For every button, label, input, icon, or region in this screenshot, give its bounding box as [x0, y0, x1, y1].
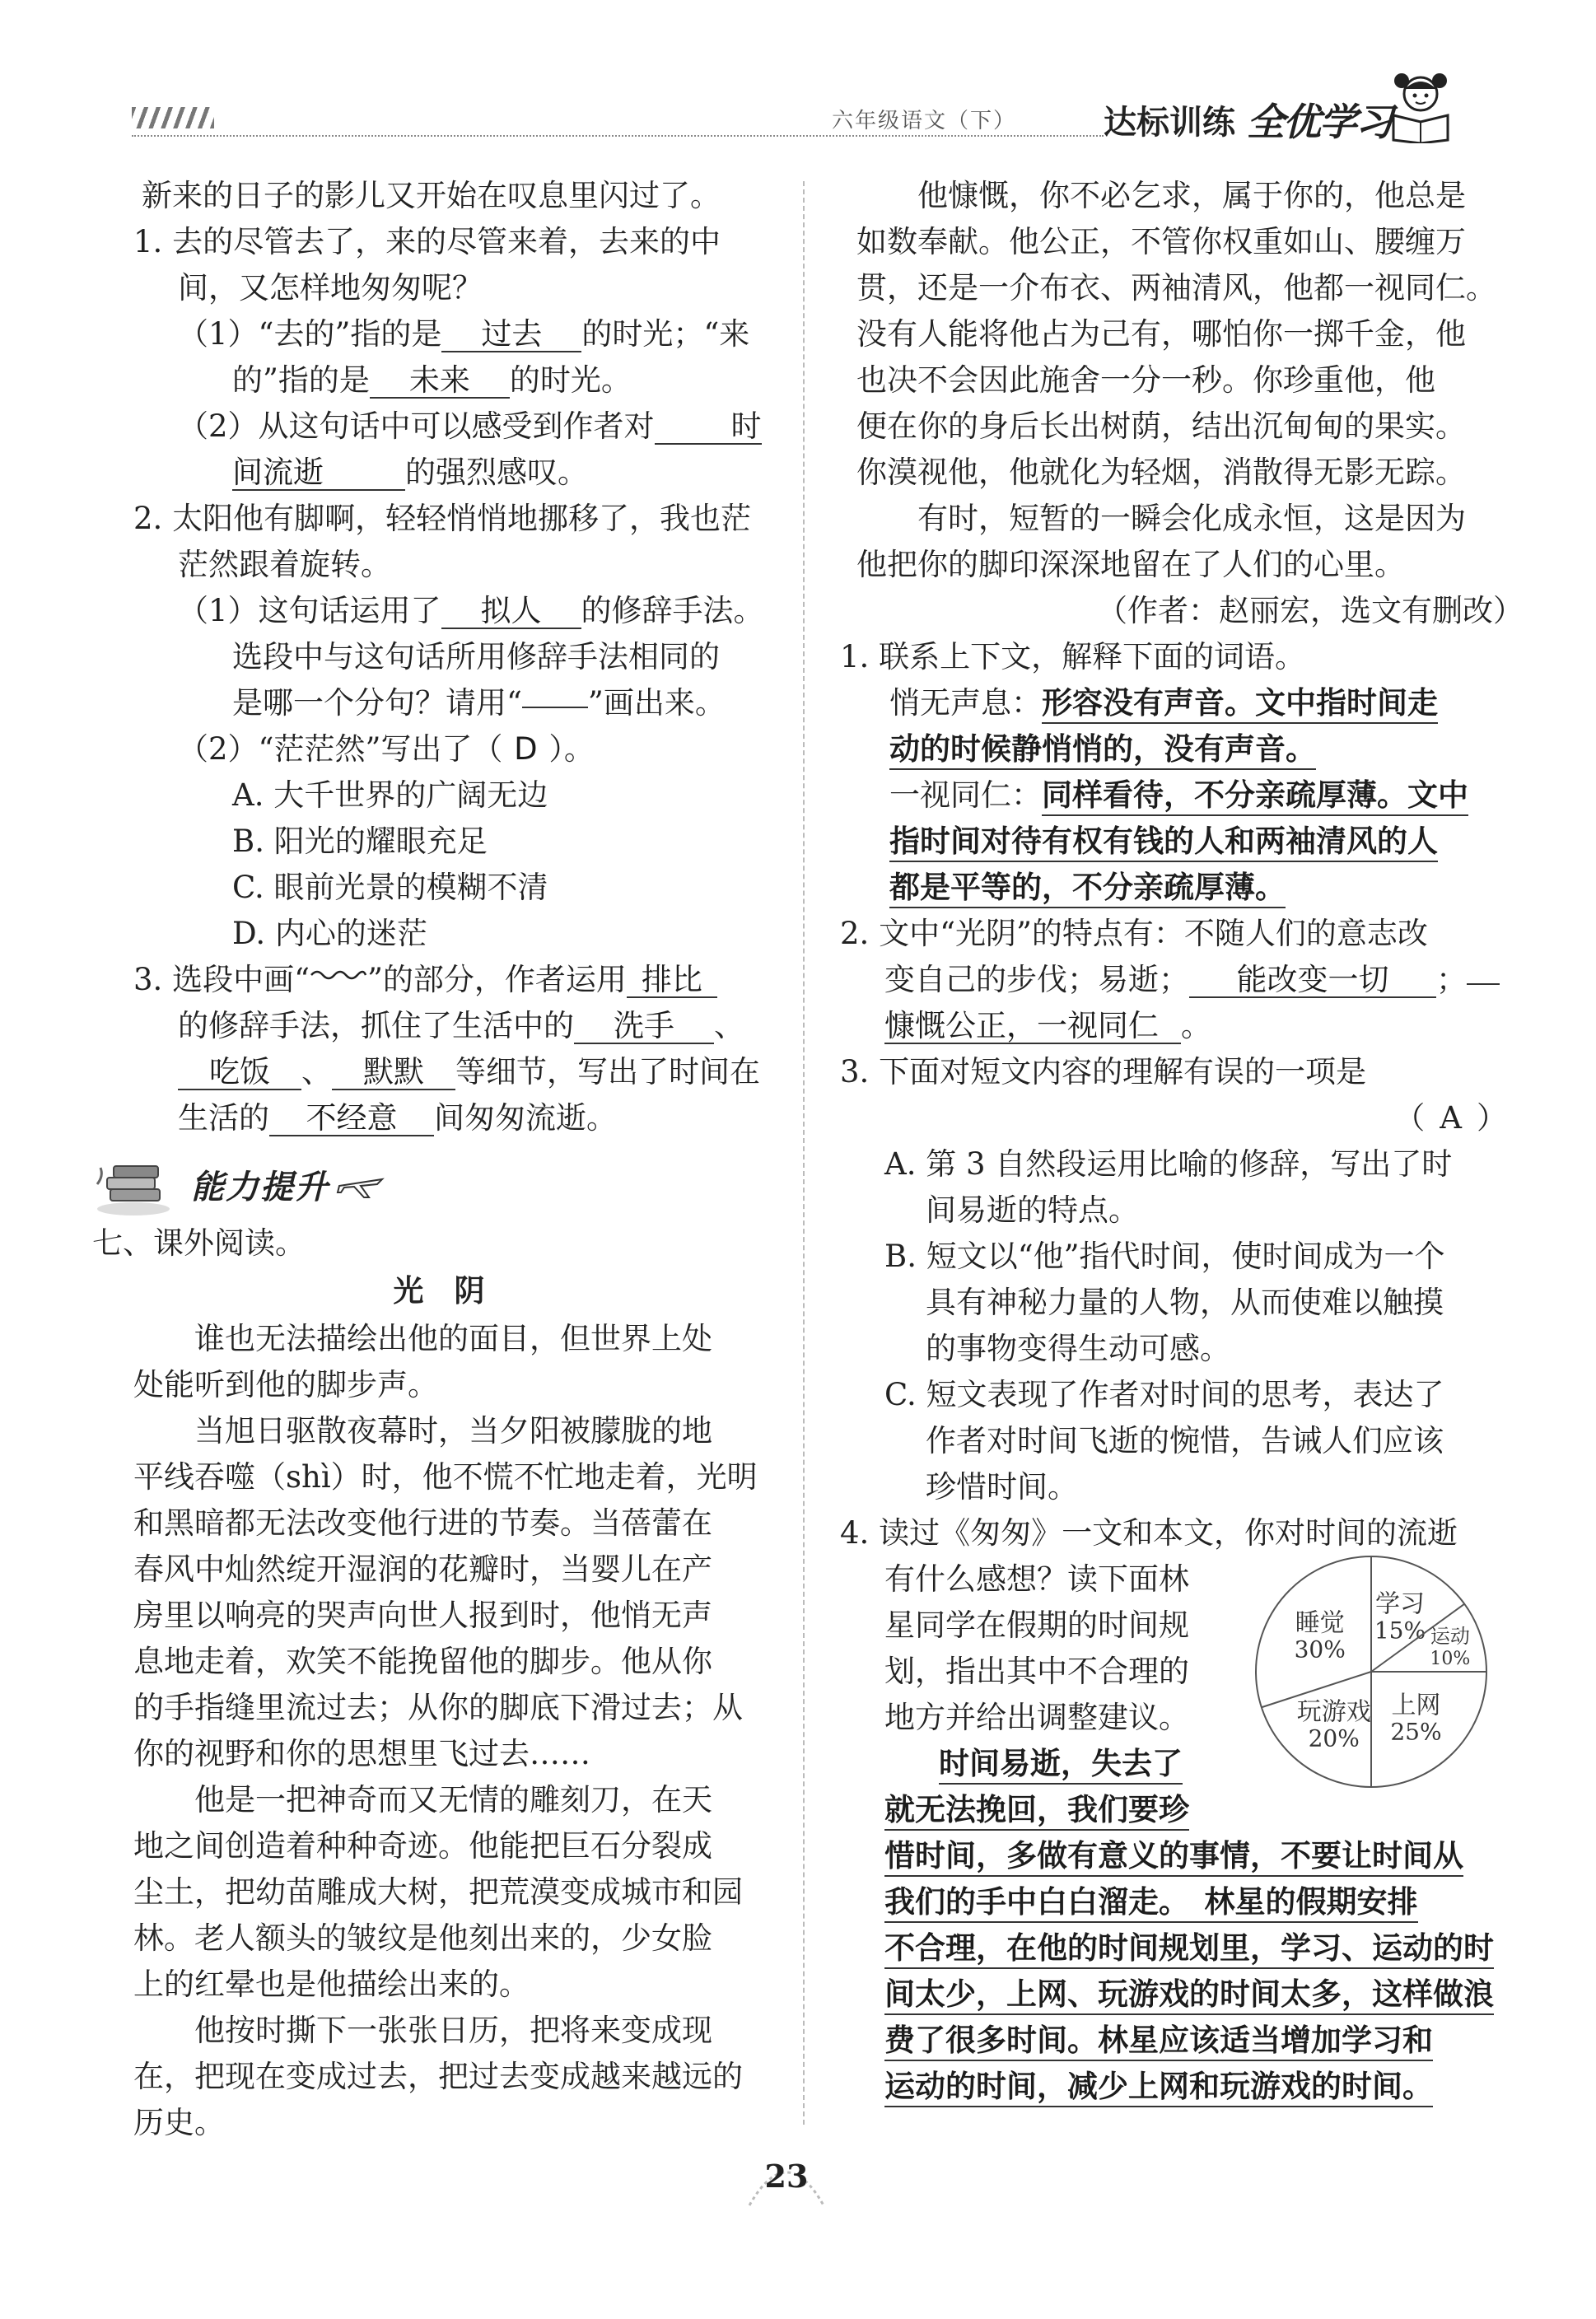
q2-part2 [178, 726, 595, 772]
pie-slice-value: 15% [1374, 1617, 1426, 1645]
q3-text: 、 [301, 1054, 332, 1090]
q1-stem: 1. 去的尽管去了，来的尽管来着，去来的中 [133, 224, 721, 259]
q1-part1-text: 的时光。 [509, 362, 632, 398]
answer-text: 运动的时间，减少上网和玩游戏的时间。 [884, 2069, 1433, 2107]
passage-line: 便在你的身后长出树荫，结出沉甸甸的果实。 [856, 408, 1466, 444]
q1-part2 [178, 404, 762, 450]
answer-blank [178, 1049, 301, 1095]
answer-line [884, 1879, 1418, 1925]
q3-text: 间匆匆流逝。 [434, 1100, 617, 1136]
q3-text: 等细节，写出了时间在 [455, 1054, 760, 1090]
option-a: A. 大千世界的广阔无边 [232, 777, 548, 813]
r-q3-option-b-cont: 具有神秘力量的人物，从而使难以触摸 [926, 1285, 1444, 1320]
q3-text: 3. 选段中画“ [133, 962, 310, 997]
answer-text: 形容没有声音。文中指时间走 [1042, 685, 1438, 724]
passage-line: 新来的日子的影儿又开始在叹息里闪过了。 [142, 178, 721, 213]
answer-line [884, 1925, 1494, 1971]
r-q2-text: 变自己的步伐；易逝； [884, 962, 1189, 997]
answer-text: 吃饭 [209, 1054, 270, 1090]
r-q4-stem-cont: 星同学在假期的时间规 [884, 1607, 1189, 1643]
page-header [132, 92, 1466, 142]
q3-text: 、 [714, 1008, 744, 1043]
header-grade: 六年级语文（下） [832, 109, 1017, 133]
q2-part1-cont [232, 680, 726, 726]
q1-part1-text: 的时光；“来 [581, 316, 750, 352]
r-q3-option-c-cont: 作者对时间飞逝的惋惜，告诫人们应该 [926, 1423, 1444, 1458]
header-decoration [132, 107, 214, 128]
passage-line: 和黑暗都无法改变他行进的节奏。当蓓蕾在 [133, 1505, 712, 1541]
r-q3-answer [1394, 1095, 1507, 1141]
passage-line: 房里以响亮的哭声向世人报到时，他悄无声 [133, 1598, 712, 1633]
r-q1-word2 [889, 772, 1468, 819]
passage-line: 在，把现在变成过去，把过去变成越来越远的 [133, 2059, 743, 2094]
term-label: 悄无声息： [889, 685, 1042, 721]
r-q4-stem-cont: 地方并给出调整建议。 [884, 1700, 1189, 1735]
q2-stem: 2. 太阳他有脚啊，轻轻悄悄地挪移了，我也茫 [133, 501, 752, 536]
passage-line: 没有人能将他占为己有，哪怕你一掷千金，他 [856, 316, 1466, 352]
r-q4-stem: 4. 读过《匆匆》一文和本文，你对时间的流逝 [840, 1515, 1458, 1551]
books-icon [92, 1151, 175, 1217]
answer-text: 洗手 [614, 1008, 674, 1043]
pie-slice-label: 上网 [1391, 1691, 1441, 1720]
r-q2-text: ； [1436, 962, 1467, 997]
answer-text: 惜时间，多做有意义的事情，不要让时间从 [884, 1838, 1463, 1877]
answer-text: 同样看待，不分亲疏厚薄。文中 [1042, 777, 1468, 816]
q3-text: 生活的 [178, 1100, 269, 1136]
option-d: D. 内心的迷茫 [232, 916, 427, 951]
page-number-badge [741, 2148, 832, 2222]
answer-text: D [514, 731, 538, 767]
r-q3-option-c-cont: 珍惜时间。 [926, 1469, 1078, 1505]
r-q2-line [884, 1003, 1211, 1049]
answer-text: 过去 [481, 316, 543, 352]
answer-line [884, 1787, 1189, 1833]
reading-girl-icon [1384, 69, 1458, 143]
pie-slice-value: 30% [1294, 1635, 1346, 1663]
answer-text: 拟人 [480, 593, 542, 628]
answer-blank [574, 1003, 714, 1049]
q3-line [178, 1049, 760, 1095]
answer-text: 时间易逝，失去了 [939, 1746, 1183, 1785]
series-title: 达标训练 [1104, 102, 1235, 142]
answer-text: 不合理，在他的时间规划里，学习、运动的时 [884, 1930, 1494, 1969]
answer-blank [884, 1003, 1181, 1049]
r-q3-stem: 3. 下面对短文内容的理解有误的一项是 [840, 1054, 1367, 1090]
answer-text: 间流逝 [232, 455, 324, 490]
answer-blank [441, 588, 581, 634]
q2-part1-text: （1）这句话运用了 [178, 593, 441, 628]
option-c: C. 眼前光景的模糊不清 [232, 870, 548, 905]
passage-line: 他慷慨，你不必乞求，属于你的，他总是 [856, 178, 1466, 213]
q2-part1-text: 是哪一个分句？请用“ [232, 685, 522, 721]
section-title: 能力提升 [191, 1168, 329, 1206]
q2-part2-text: ）。 [548, 731, 595, 767]
passage-line: 处能听到他的脚步声。 [133, 1367, 438, 1402]
q2-part1-text: 的修辞手法。 [581, 593, 764, 628]
pie-slice-value: 10% [1430, 1648, 1471, 1669]
pie-slice-value: 20% [1308, 1724, 1360, 1752]
q3-line [178, 1003, 744, 1049]
passage-line: 贯，还是一介布衣、两袖清风，他都一视同仁。 [856, 270, 1496, 306]
answer-text: 间太少，上网、玩游戏的时间太多，这样做浪 [884, 1976, 1494, 2015]
answer-blank [1189, 957, 1436, 1003]
q1-part1 [178, 311, 749, 357]
passage-line: 如数奉献。他公正，不管你权重如山、腰缠万 [856, 224, 1466, 259]
passage-line: 谁也无法描绘出他的面目，但世界上处 [133, 1321, 712, 1356]
q2-part1-text: ”画出来。 [587, 685, 726, 721]
r-q2-text: 。 [1181, 1008, 1211, 1043]
q3-text: ”的部分，作者运用 [366, 962, 627, 997]
answer-blank [332, 1049, 455, 1095]
passage-line: 历史。 [133, 2105, 225, 2140]
r-q1-word2-cont [889, 819, 1438, 865]
answer-line [884, 1833, 1463, 1879]
answer-blank [232, 450, 405, 496]
answer-text: 动的时候静悄悄的，没有声音。 [889, 731, 1316, 770]
answer-text: 不经意 [306, 1100, 398, 1136]
answer-text: 默默 [363, 1054, 424, 1090]
answer-blank [655, 404, 762, 450]
q3-text: 的修辞手法，抓住了生活中的 [178, 1008, 574, 1043]
answer-blank [370, 357, 510, 404]
answer-text: 排比 [641, 962, 702, 997]
answer-choice [502, 726, 548, 772]
r-q1-word2-cont [889, 865, 1286, 911]
q2-part1 [178, 588, 764, 634]
answer-text: 指时间对待有权有钱的人和两袖清风的人 [889, 824, 1438, 862]
answer-blank [269, 1095, 434, 1141]
q2-part2-text: （2）“茫茫然”写出了（ [178, 731, 503, 767]
answer-text: 费了很多时间。林星应该适当增加学习和 [884, 2023, 1433, 2061]
passage-line: 地之间创造着种种奇迹。他能把巨石分裂成 [133, 1828, 712, 1864]
answer-text: 都是平等的，不分亲疏厚薄。 [889, 870, 1286, 908]
r-q1-word1 [889, 680, 1438, 726]
header-rule [132, 135, 1104, 137]
passage-line: 当旭日驱散夜幕时，当夕阳被朦胧的地 [133, 1413, 712, 1449]
answer-text: 我们的手中白白溜走。 林星的假期安排 [884, 1884, 1418, 1923]
wavy-line-symbol [310, 968, 367, 982]
answer-text: 未来 [408, 362, 470, 398]
answer-text: 能改变一切 [1236, 962, 1389, 997]
r-q3-option-b-cont: 的事物变得生动可感。 [926, 1331, 1230, 1366]
answer-line [884, 2018, 1433, 2064]
term-label: 一视同仁： [889, 777, 1042, 813]
r-q3-option-a-cont: 间易逝的特点。 [926, 1192, 1139, 1228]
passage-line: 你的视野和你的思想里飞过去…… [133, 1736, 590, 1771]
r-q3-option-b: B. 短文以“他”指代时间，使时间成为一个 [884, 1239, 1445, 1274]
q1-part2-text: （2）从这句话中可以感受到作者对 [178, 408, 655, 444]
answer-blank [441, 311, 581, 357]
pie-slice-value: 25% [1390, 1718, 1442, 1746]
q1-stem-cont: 间，又怎样地匆匆呢？ [178, 270, 483, 306]
r-q1-stem: 1. 联系上下文，解释下面的词语。 [840, 639, 1306, 674]
brand-logo: 全优学习 [1247, 100, 1392, 144]
passage-line: 的手指缝里流过去；从你的脚底下滑过去；从 [133, 1690, 743, 1725]
passage-line: 你漠视他，他就化为轻烟，消散得无影无踪。 [856, 455, 1466, 490]
pie-slice-label: 运动 [1430, 1624, 1470, 1648]
passage-line: 有时，短暂的一瞬会化成永恒，这是因为 [856, 501, 1466, 536]
q2-part1-cont: 选段中与这句话所用修辞手法相同的 [232, 639, 720, 674]
section-banner [92, 1151, 385, 1217]
passage-line: 尘土，把幼苗雕成大树，把荒漠变成城市和园 [133, 1874, 743, 1910]
paren: ） [1477, 1100, 1507, 1136]
option-b: B. 阳光的耀眼充足 [232, 824, 488, 859]
passage-line: 他把你的脚印深深地留在了人们的心里。 [856, 547, 1405, 582]
passage-line: 息地走着，欢笑不能挽留他的脚步。他从你 [133, 1644, 712, 1679]
passage-line: 平线吞噬（shì）时，他不慌不忙地走着，光明 [133, 1459, 758, 1495]
passage-source: （作者：赵丽宏，选文有删改） [1097, 593, 1524, 628]
pie-slice-label: 睡觉 [1295, 1608, 1345, 1638]
time-plan-pie-chart [1248, 1548, 1495, 1795]
q2-stem-cont: 茫然跟着旋转。 [178, 547, 391, 582]
q3-line [133, 957, 717, 1003]
r-q2-stem: 2. 文中“光阴”的特点有：不随人们的意志改 [840, 916, 1428, 951]
q1-part1-text: 的”指的是 [232, 362, 370, 398]
page-number: 23 [764, 2158, 809, 2195]
q3-line [178, 1095, 617, 1141]
airplane-icon [336, 1168, 385, 1201]
r-q3-option-a: A. 第 3 自然段运用比喻的修辞，写出了时 [884, 1146, 1453, 1182]
r-q1-word1-cont [889, 726, 1316, 772]
answer-line [939, 1741, 1183, 1787]
pie-slice-label: 学习 [1374, 1589, 1425, 1619]
passage-line: 也决不会因此施舍一分一秒。你珍重他，他 [856, 362, 1435, 398]
answer-text: A [1440, 1100, 1462, 1136]
answer-blank [627, 957, 717, 1003]
answer-text: 慷慨公正，一视同仁 [884, 1008, 1159, 1043]
passage-line: 他是一把神奇而又无情的雕刻刀，在天 [133, 1782, 712, 1817]
r-q4-stem-cont: 划，指出其中不合理的 [884, 1654, 1189, 1689]
q1-part2-cont [232, 450, 588, 496]
passage-title: 光 阴 [393, 1273, 485, 1309]
pie-slice-label: 玩游戏 [1296, 1697, 1371, 1727]
passage-line: 林。老人额头的皱纹是他刻出来的，少女脸 [133, 1920, 712, 1956]
header-brand [1104, 92, 1392, 147]
r-q2-line [884, 957, 1500, 1003]
section-seven-heading: 七、课外阅读。 [92, 1225, 306, 1261]
paren: （ [1394, 1100, 1426, 1136]
passage-line: 春风中灿然绽开湿润的花瓣时，当婴儿在产 [133, 1551, 712, 1587]
passage-line: 他按时撕下一张张日历，把将来变成现 [133, 2013, 712, 2048]
answer-text: 时 [730, 408, 762, 444]
answer-line [884, 2064, 1433, 2110]
answer-line [884, 1971, 1494, 2018]
q1-part1-cont [232, 357, 632, 404]
q1-part1-text: （1）“去的”指的是 [178, 316, 442, 352]
answer-text: 就无法挽回，我们要珍 [884, 1792, 1189, 1831]
column-divider [803, 181, 805, 2125]
r-q3-option-c: C. 短文表现了作者对时间的思考，表达了 [884, 1377, 1444, 1412]
passage-line: 上的红晕也是他描绘出来的。 [133, 1967, 530, 2002]
r-q4-stem-cont: 有什么感想？读下面林 [884, 1561, 1189, 1597]
q1-part2-text: 的强烈感叹。 [405, 455, 588, 490]
